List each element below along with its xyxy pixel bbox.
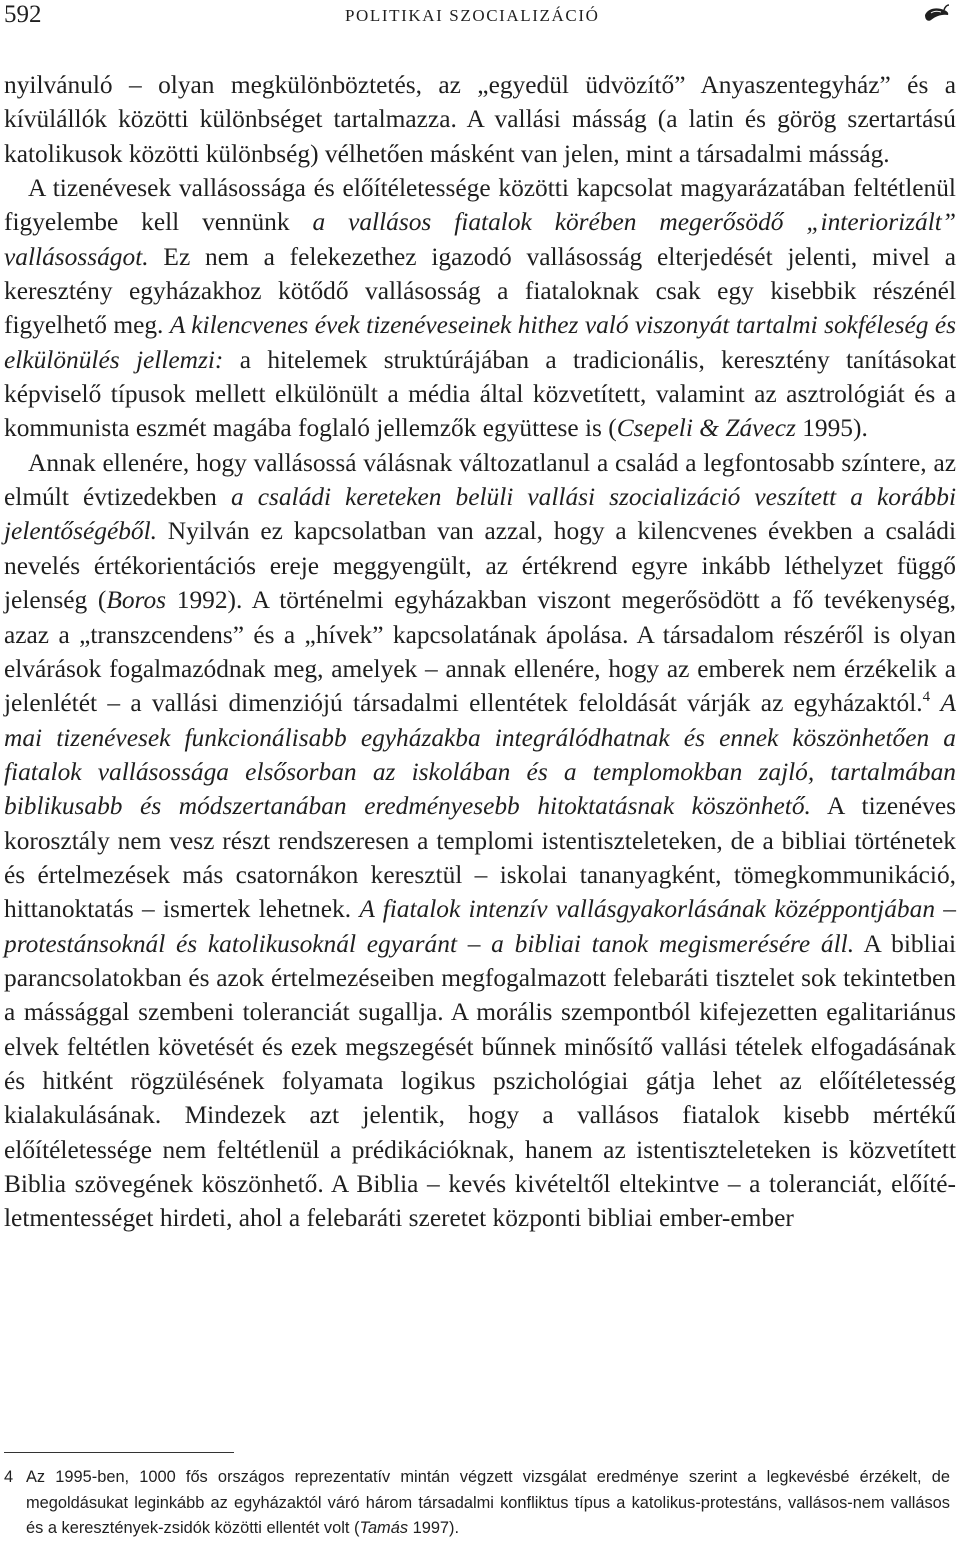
italic-text: Tamás: [359, 1519, 409, 1537]
running-title: POLITIKAI SZOCIALIZÁCIÓ: [345, 6, 600, 25]
footnote-divider: [4, 1452, 234, 1453]
page-number: 592: [4, 1, 42, 28]
text-span: [930, 689, 940, 717]
footnote-number: 4: [4, 1468, 14, 1486]
text-span: A tizenévesek vallásossága és előítéletessége közötti kapcsolat magyarázatában feltétlenül figyelembe kell vennünk: [4, 174, 956, 237]
footnote-text: [26, 1468, 950, 1537]
text-span: 1992). A történelmi egyházakban viszont megerősödött a fő tevékenység, azaz a „transzcendens” és a „hívek” kapcsolatának ápolása. A társadalom részéről is olyan elvárások fogalmazódnak meg, amelyek – annak ellenére, hogy az emberek nem érzékelik a jelenlétét – a vallási dimenziójú társadalmi ellentétek feloldását várják az egyházaktól.: [4, 586, 956, 718]
text-span: Ez nem a felekezethez igazodó vallásosság elterjedését jelenti, mivel a keresztény egyházakhoz kötődő vallásosság a fiataloknak csak egy kisebbik részénél figyelhető meg.: [4, 242, 956, 340]
paragraph: [4, 68, 956, 171]
italic-text: a vallásos fiatalok körében megerősödő „interiorizált” vallásosságot.: [4, 208, 956, 271]
text-span: Annak ellenére, hogy vallásossá válásnak változatlanul a család a legfontosabb színtere, az elmúlt évtizedekben: [4, 448, 956, 512]
italic-text: A mai tizenévesek funkcionálisabb egyházakba integrálódhatnak és ennek köszönhetően a fiatalok vallásossága elsősorban az iskolában és a templomokban zajló, tartalmában biblikusabb és módszertanában eredményesebb hitoktatásnak köszönhető.: [4, 689, 956, 821]
body-text: [4, 68, 956, 1236]
text-span: 1997).: [408, 1519, 460, 1537]
italic-text: Boros: [106, 586, 167, 615]
italic-text: a családi kereteken belüli vallási szocializáció veszített a korábbi jelentőségéből.: [4, 483, 956, 546]
paragraph: [4, 171, 956, 446]
text-span: A bibliai parancsolatokban és azok értelmezéseiben megfogalmazott felebaráti tisztelet sok tekintetben a mássággal szembeni toleranciát sugallja. A morális szempontból kifejezetten egalitariánus elvek feltétlen követését és ezek megszegését bűnnek minősítő vallási tételek elfogadásának és hitként rögzülésének folyamata logikus pszichológiai gátja lehet az előítéletesség kialakulásának. Mindezek azt jelentik, hogy a vallásos fiatalok kisebb mértékű előítéletessége nem feltétlenül a prédikációknak, hanem az istentiszteleteken is közvetített Biblia szövegének köszönhető. A Biblia – kevés kivételtől eltekintve – a toleranciát, előítéletmentességet hirdeti, ahol a felebaráti szeretet központi bibliai ember-ember: [4, 929, 956, 1233]
text-span: nyilvánuló – olyan megkülönböztetés, az „egyedül üdvözítő” Anyaszentegyház” és a kívülállók közötti különbséget tartalmazza. A vallási másság (a latin és görög szertartású katolikusok közötti különbség) vélhetően másként van jelen, mint a társadalmi másság.: [4, 71, 956, 168]
paragraph: [4, 446, 956, 1236]
italic-text: Csepeli & Závecz: [616, 414, 796, 443]
italic-text: A fiatalok intenzív vallásgyakorlásának középpontjában – protestánsoknál és katolikusoknál egyaránt – a bibliai tanok megismerésére áll.: [4, 895, 956, 958]
page-header: [0, 0, 960, 36]
text-span: Nyilván ez kapcsolatban van azzal, hogy a kilencvenes években a családi nevelés értékorientációs ereje meggyengült, az értékrend egyre inkább léthelyzet függő jelenség (: [4, 517, 956, 615]
footnote-reference: 4: [922, 689, 931, 706]
footnote: [4, 1465, 950, 1542]
text-span: A tizenéves korosztály nem vesz részt rendszeresen a templomi istentiszteleteken, de a bibliai történetek és értelmezések más csatornákon keresztül – iskolai tananyagként, tömegkommunikáció, hittanoktatás – ismertek lehetnek.: [4, 792, 956, 924]
text-span: a hitelemek struktúrájában a tradicionális, keresztény tanításokat képviselő típusok mellett elkülönült a média által közvetített, valamint az asztrológiát és a kommunista eszmét magába foglaló jellemzők együttese is (: [4, 345, 956, 443]
text-span: 1995).: [795, 414, 868, 443]
italic-text: A kilencvenes évek tizenéveseinek hithez való viszonyát tartalmi sokféleség és elkülönülés jellemzi:: [4, 311, 956, 374]
text-span: Az 1995-ben, 1000 fős országos reprezentatív mintán végzett vizsgálat eredménye szerint a legkevésbé érzékelt, de megoldásukat leginkább az egyházaktól váró három társadalmi konfliktus típus a katolikus-protestáns, vallásos-nem vallásos és a keresztények-zsidók közötti ellentét volt (: [26, 1468, 950, 1537]
pepper-ornament-icon: [922, 3, 950, 25]
